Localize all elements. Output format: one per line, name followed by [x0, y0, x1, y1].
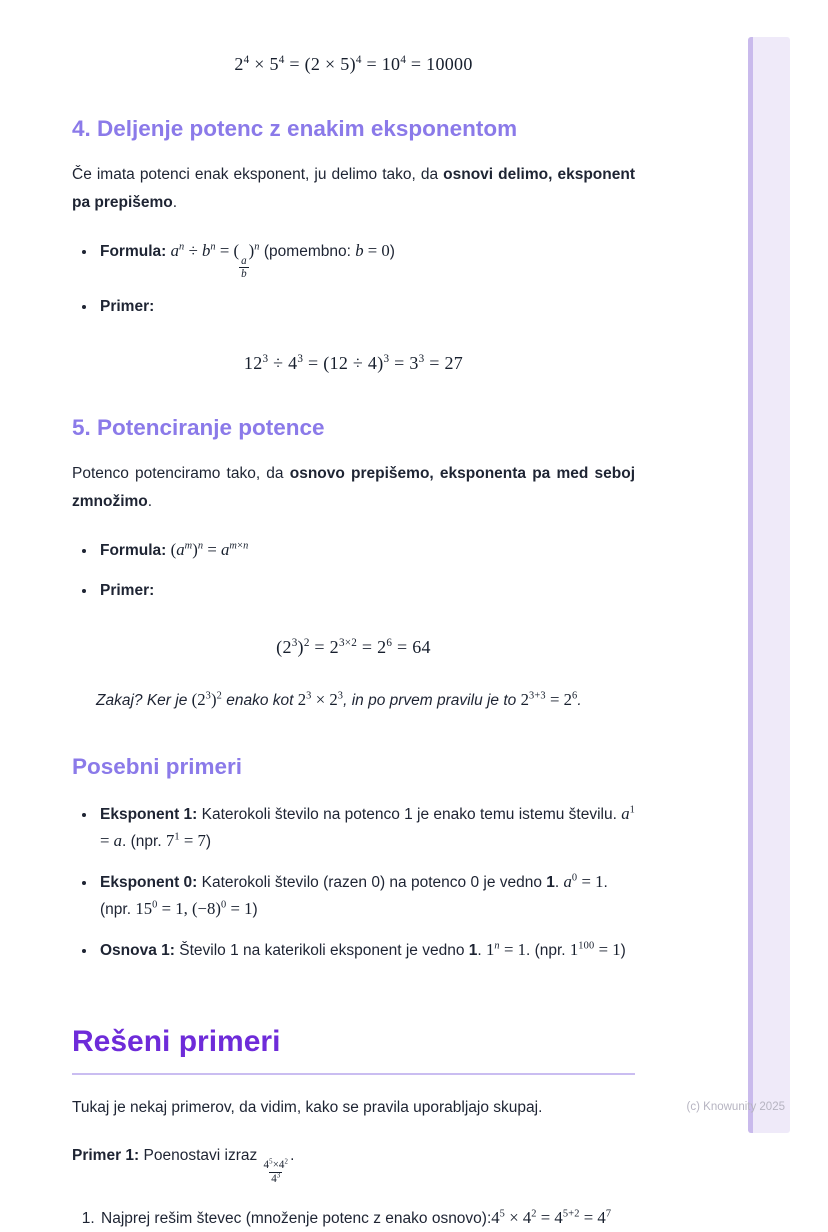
step-item-1: 1. Najprej rešim števec (množenje potenc z enako $osnovo):4^5 \times 4^2 = 4^{5+2} = 4^7$ [99, 1205, 635, 1232]
list-item-exponent-0: • Eksponent 0: Katerokoli število (razen 0) na potenco 0 je vedno 1. $a^0 = 1$. (npr. $15^0 = 1$, $(-8)^0 = 1$) [97, 869, 635, 923]
section-5-bullet-list [72, 537, 635, 604]
primer-1-statement: Primer 1: Poenostavi izraz $\frac{4^5\times 4^2}{4^3}$ . [72, 1147, 295, 1185]
section-5-heading: 5. Potenciranje potence [72, 415, 325, 441]
list-item-base-1: • Osnova 1: Število 1 na katerikoli eksponent je vedno 1. $1^n = 1$. (npr. $1^{100} = 1$) [97, 937, 635, 964]
list-item-primer: • Primer: [97, 578, 635, 604]
formula-product-same-exponent: $2^4 \times 5^4 = (2 \times 5)^4 = 10^4 = 10000$ [234, 54, 473, 74]
section-4-bullet-list [72, 238, 635, 320]
list-item-primer: • Primer: [97, 294, 635, 320]
section-4-heading: 4. Deljenje potenc z enakim eksponentom [72, 116, 518, 141]
special-cases-heading: Posebni primeri [72, 754, 243, 780]
primer-1-steps [72, 1205, 635, 1232]
formula-power-example: $(2^3)^2 = 2^{3\times 2} = 2^6 = 64$ [276, 637, 431, 658]
formula-division-example: $12^3 \div 4^3 = (12 \div 4)^3 = 3^3 = 27$ [243, 353, 464, 374]
footer-copyright: (c) Knowunity 2025 [686, 1101, 785, 1113]
list-item-exponent-1: • Eksponent 1: Katerokoli število na potenco 1 je enako temu istemu številu. $a^1 = a$. (npr. $7^1 = 7$) [97, 801, 635, 855]
list-item-formula: • Formula: $(a^m)^n = a^{m\times n}$ [97, 537, 635, 564]
explanation-note: Zakaj? Ker je $(2^3)^2$ enako kot $2^3 \times 2^3$, in po prvem pravilu je to $2^{3+3} = 2^6$. [96, 690, 582, 710]
list-item-formula: • Formula: $a^n \div b^n$ = ( $\frac{a}{b}$ )$^n$ (pomembno: b = 0) [97, 238, 635, 280]
special-cases-bullet-list [72, 801, 635, 964]
scrollbar-track[interactable] [748, 37, 790, 1133]
solved-examples-heading: Rešeni primeri [72, 1025, 281, 1059]
section-5-paragraph: Potenco potenciramo tako, da osnovo prepišemo, eksponenta pa med seboj zmnožimo. [72, 465, 635, 511]
heading-divider [72, 1073, 635, 1075]
section-4-paragraph: Če imata potenci enak eksponent, ju delimo tako, da osnovi delimo, eksponent pa prepišemo. [72, 166, 635, 211]
solved-examples-intro: Tukaj je nekaj primerov, da vidim, kako se pravila uporabljajo skupaj. [72, 1099, 543, 1117]
